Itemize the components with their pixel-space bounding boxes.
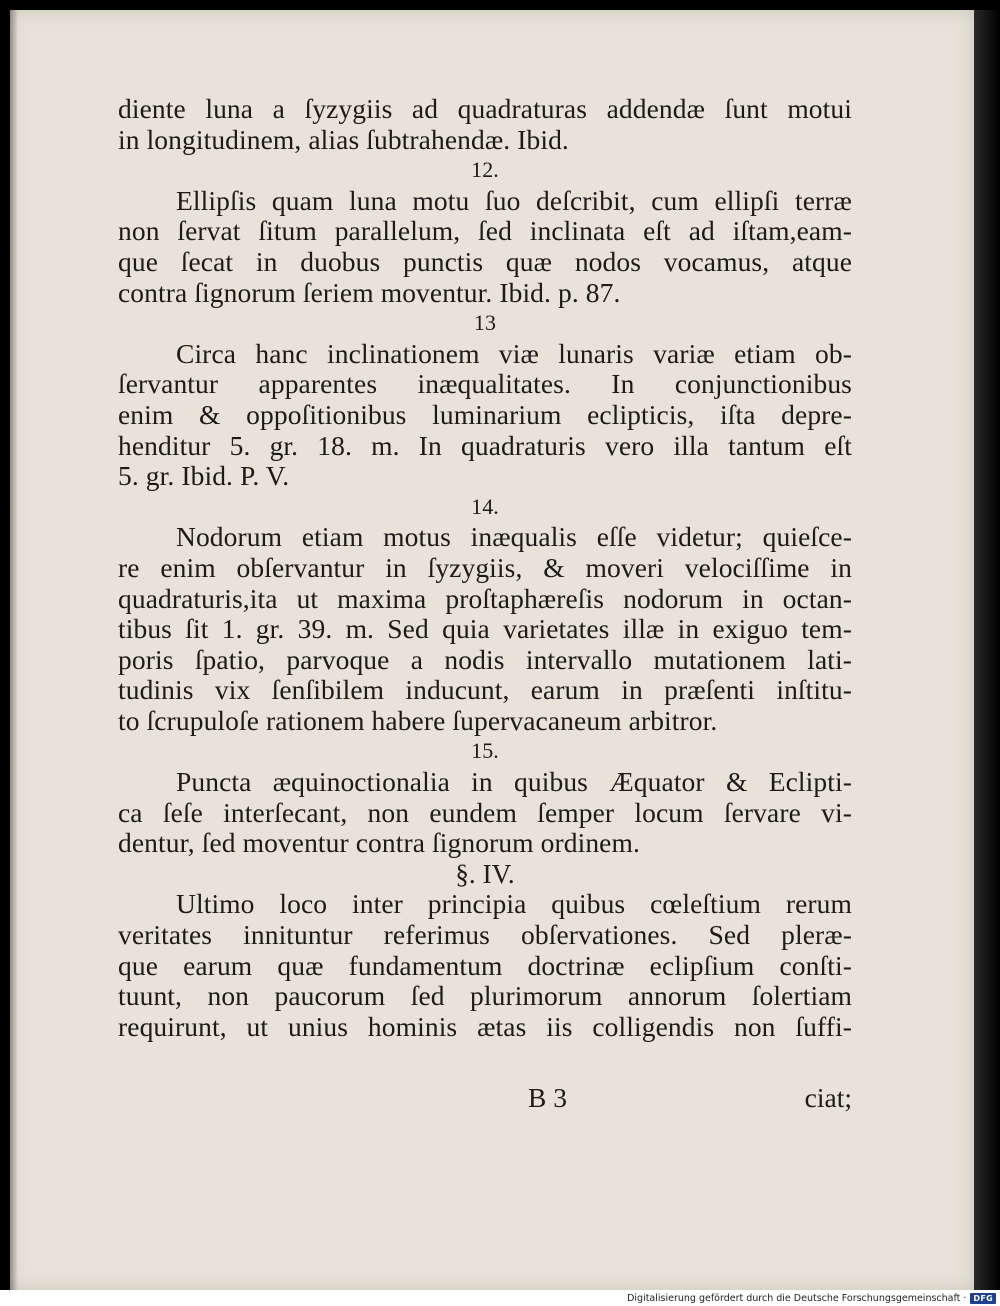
text-line: que ſecat in duobus punctis quæ nodos vocamus, atque: [118, 245, 852, 277]
article-number: 14.: [471, 493, 499, 519]
text-line: tuunt, non paucorum ſed plurimorum annorum ſolertiam: [118, 980, 852, 1012]
text-line: diente luna a ſyzygiis ad quadraturas addendæ ſunt motui: [118, 93, 852, 124]
gutter-shadow: [10, 10, 18, 1290]
article-number: 13: [473, 310, 497, 336]
text-line: dentur, ſed moventur contra ſignorum ordinem.: [118, 827, 640, 859]
text-line: Ellipſis quam luna motu ſuo deſcribit, cum ellipſi terræ: [176, 184, 852, 216]
text-line: poris ſpatio, parvoque a nodis intervallo mutationem lati-: [118, 643, 852, 675]
text-line: enim & oppoſitionibus luminarium eclipticis, iſta depre-: [118, 398, 852, 430]
text-line: in longitudinem, alias ſubtrahendæ. Ibid.: [118, 123, 569, 155]
section-heading: §. IV.: [455, 858, 515, 889]
signature-mark: B 3: [528, 1082, 567, 1113]
text-line: to ſcrupuloſe rationem habere ſupervacaneum arbitror.: [118, 704, 718, 736]
text-line: contra ſignorum ſeriem moventur. Ibid. p. 87.: [118, 276, 621, 308]
text-line: 5. gr. Ibid. P. V.: [118, 460, 290, 492]
dfg-logo-icon: DFG: [970, 1293, 996, 1304]
text-line: non ſervat ſitum parallelum, ſed inclinata eſt ad iſtam,eam-: [118, 215, 852, 247]
article-number: 15.: [471, 738, 499, 764]
text-line: quadraturis,ita ut maxima proſtaphæreſis nodorum in octan-: [118, 582, 852, 614]
page-foot: [118, 1082, 852, 1114]
text-line: veritates innituntur referimus obſervationes. Sed pleræ-: [118, 919, 852, 951]
text-line: Ultimo loco inter principia quibus cœleſtium rerum: [176, 888, 852, 920]
text-line: requirunt, ut unius hominis ætas iis colligendis non ſuffi-: [118, 1010, 852, 1042]
text-line: tibus ſit 1. gr. 39. m. Sed quia varietates illæ in exiguo tem-: [118, 613, 852, 645]
page-text: [118, 94, 852, 1042]
text-line: ſervantur apparentes inæqualitates. In conjunctionibus: [118, 368, 852, 400]
text-line: henditur 5. gr. 18. m. In quadraturis vero illa tantum eſt: [118, 429, 852, 461]
text-line: re enim obſervantur in ſyzygiis, & moveri velociſſime in: [118, 551, 852, 583]
text-line: Nodorum etiam motus inæqualis eſſe videtur; quieſce-: [176, 521, 852, 553]
article-number: 12.: [471, 157, 499, 183]
text-line: ca ſeſe interſecant, non eundem ſemper locum ſervare vi-: [118, 796, 852, 828]
catchword: ciat;: [804, 1082, 852, 1113]
text-line: tudinis vix ſenſibilem inducunt, earum in præſenti inſtitu-: [118, 674, 852, 706]
text-line: que earum quæ fundamentum doctrinæ eclipſium conſti-: [118, 949, 852, 981]
digitization-credit: [627, 1291, 996, 1306]
credit-text: Digitalisierung gefördert durch die Deutsche Forschungsgemeinschaft ·: [627, 1293, 967, 1304]
text-line: Circa hanc inclinationem viæ lunaris variæ etiam ob-: [176, 337, 852, 369]
page-edge: [974, 10, 1000, 1290]
text-line: Puncta æquinoctionalia in quibus Æquator & Eclipti-: [176, 766, 852, 798]
